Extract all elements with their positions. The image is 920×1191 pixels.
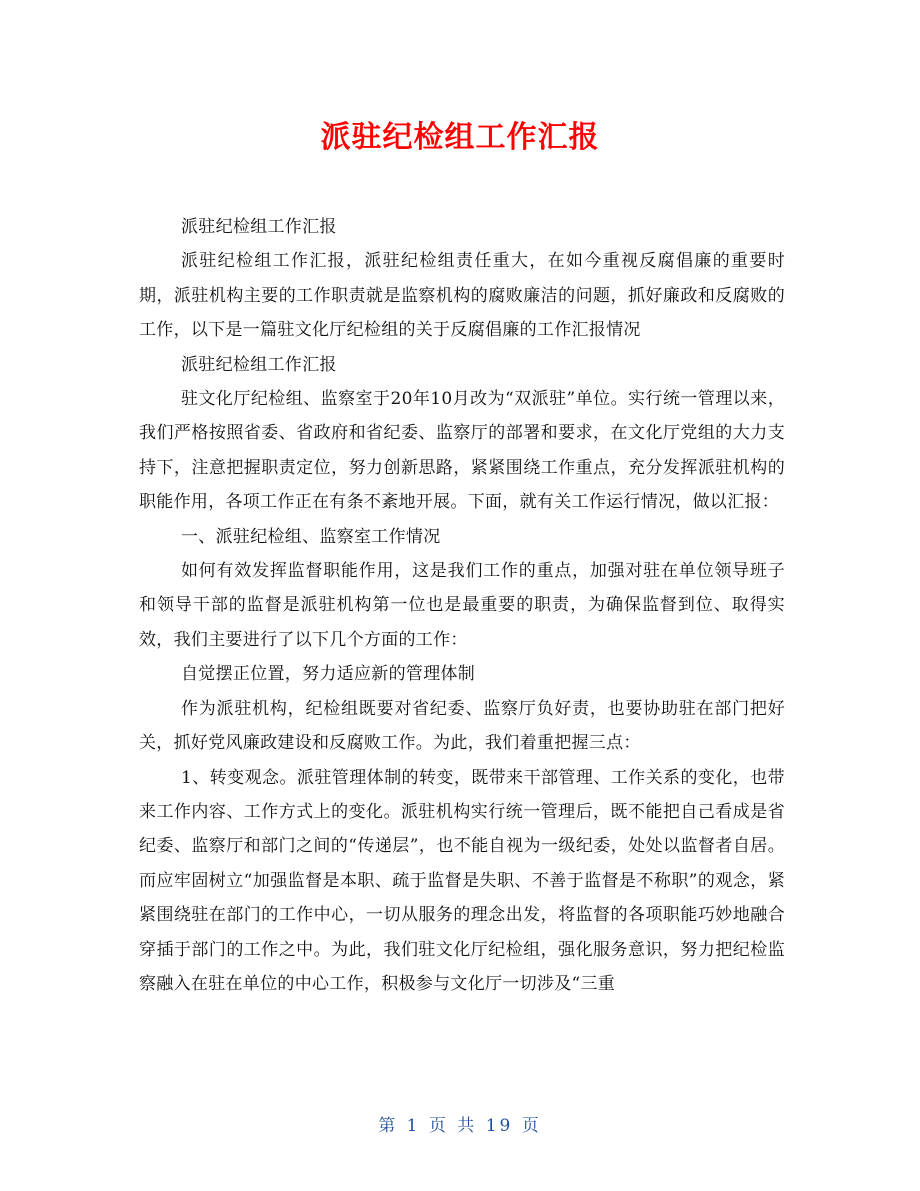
section-heading-1: 一、派驻纪检组、监察室工作情况 bbox=[181, 526, 441, 547]
paragraph-1: 派驻纪检组工作汇报 bbox=[181, 217, 337, 237]
document-body bbox=[139, 210, 785, 1001]
paragraph-4: 驻文化厅纪检组、监察室于20年10月改为“双派驻”单位。实行统一管理以来，我们严格按照省委、省政府和省纪委、监察厅的部署和要求，在文化厅党组的大力支持下，注意把握职责定位，努力创新思路，紧紧围绕工作重点，充分发挥派驻机构的职能作用，各项工作正在有条不紊地开展。下面，就有关工作运行情况，做以汇报： bbox=[139, 389, 785, 513]
paragraph-3: 派驻纪检组工作汇报 bbox=[181, 354, 337, 375]
paragraph-9: 1、转变观念。派驻管理体制的转变，既带来干部管理、工作关系的变化，也带来工作内容、工作方式上的变化。派驻机构实行统一管理后，既不能把自己看成是省纪委、监察厅和部门之间的“传递层”，也不能自视为一级纪委，处处以监督者自居。而应牢固树立“加强监督是本职、疏于监督是失职、不善于监督是不称职”的观念，紧紧围绕驻在部门的工作中心，一切从服务的理念出发，将监督的各项职能巧妙地融合穿插于部门的工作之中。为此，我们驻文化厅纪检组，强化服务意识，努力把纪检监察融入在驻在单位的中心工作，积极参与文化厅一切涉及“三重 bbox=[139, 767, 785, 994]
document-title: 派驻纪检组工作汇报 bbox=[320, 120, 600, 155]
subsection-heading: 自觉摆正位置，努力适应新的管理体制 bbox=[181, 664, 476, 685]
paragraph-8: 作为派驻机构，纪检组既要对省纪委、监察厅负好责，也要协助驻在部门把好关，抓好党风廉政建设和反腐败工作。为此，我们着重把握三点： bbox=[139, 698, 785, 754]
paragraph-6: 如何有效发挥监督职能作用，这是我们工作的重点，加强对驻在单位领导班子和领导干部的监督是派驻机构第一位也是最重要的职责，为确保监督到位、取得实效，我们主要进行了以下几个方面的工作： bbox=[139, 561, 785, 650]
page-footer: 第 1 页 共 19 页 bbox=[378, 1116, 542, 1136]
paragraph-2: 派驻纪检组工作汇报，派驻纪检组责任重大，在如今重视反腐倡廉的重要时期，派驻机构主要的工作职责就是监察机构的腐败廉洁的问题，抓好廉政和反腐败的工作，以下是一篇驻文化厅纪检组的关于反腐倡廉的工作汇报情况 bbox=[139, 251, 785, 341]
